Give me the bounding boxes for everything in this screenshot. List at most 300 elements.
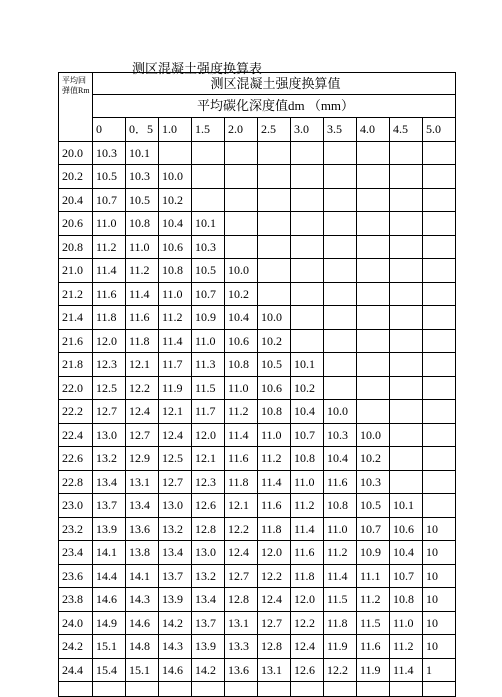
strength-value-cell: 11.2 xyxy=(258,447,291,471)
strength-value-cell: 11.2 xyxy=(357,588,390,612)
strength-value-cell: 12.3 xyxy=(192,470,225,494)
strength-value-cell: 11.2 xyxy=(291,494,324,518)
strength-value-cell: 10.8 xyxy=(390,588,423,612)
rebound-value-cell: 23.6 xyxy=(59,564,93,588)
rebound-value-cell: 24.4 xyxy=(59,658,93,682)
strength-value-cell: 12.7 xyxy=(126,423,159,447)
strength-value-cell: 12.4 xyxy=(126,400,159,424)
strength-value-cell: 10.8 xyxy=(159,259,192,283)
strength-value-cell: 14.2 xyxy=(159,611,192,635)
strength-value-cell: 10.1 xyxy=(291,353,324,377)
strength-value-cell xyxy=(258,141,291,165)
strength-value-cell: 10.9 xyxy=(192,306,225,330)
strength-value-cell xyxy=(390,259,423,283)
rebound-value-cell: 20.8 xyxy=(59,235,93,259)
strength-value-cell xyxy=(291,141,324,165)
strength-value-cell: 13.4 xyxy=(126,494,159,518)
strength-value-cell: 13.7 xyxy=(159,564,192,588)
strength-value-cell: 12.1 xyxy=(225,494,258,518)
strength-value-cell: 12.5 xyxy=(93,376,126,400)
strength-value-cell: 11.2 xyxy=(324,541,357,565)
table-row xyxy=(59,635,456,659)
strength-value-cell: 13.4 xyxy=(159,541,192,565)
empty-cell xyxy=(59,682,93,697)
strength-value-cell xyxy=(423,188,456,212)
strength-value-cell: 10.7 xyxy=(93,188,126,212)
strength-value-cell: 11.0 xyxy=(126,235,159,259)
empty-cell xyxy=(225,682,258,697)
rebound-value-cell: 21.2 xyxy=(59,282,93,306)
strength-value-cell xyxy=(291,282,324,306)
strength-value-cell: 10.6 xyxy=(390,517,423,541)
column-header-cell: 0．5 xyxy=(126,118,159,142)
strength-value-cell: 13.7 xyxy=(93,494,126,518)
strength-value-cell: 11.4 xyxy=(390,658,423,682)
rebound-value-cell: 22.6 xyxy=(59,447,93,471)
strength-value-cell: 15.1 xyxy=(126,658,159,682)
strength-value-cell xyxy=(357,376,390,400)
table-row xyxy=(59,682,456,697)
strength-value-cell: 10.2 xyxy=(159,188,192,212)
strength-value-cell: 12.9 xyxy=(126,447,159,471)
empty-cell xyxy=(357,682,390,697)
strength-value-cell: 11.4 xyxy=(225,423,258,447)
strength-value-cell: 15.1 xyxy=(93,635,126,659)
table-row xyxy=(59,282,456,306)
strength-value-cell: 12.2 xyxy=(258,564,291,588)
strength-value-cell xyxy=(159,141,192,165)
strength-value-cell xyxy=(258,235,291,259)
strength-value-cell: 10.3 xyxy=(93,141,126,165)
strength-value-cell xyxy=(423,447,456,471)
empty-cell xyxy=(93,682,126,697)
table-row xyxy=(59,259,456,283)
table-row xyxy=(59,235,456,259)
rebound-value-cell: 21.0 xyxy=(59,259,93,283)
strength-value-cell: 11.6 xyxy=(225,447,258,471)
rebound-value-cell: 24.2 xyxy=(59,635,93,659)
strength-value-cell xyxy=(423,329,456,353)
strength-value-cell xyxy=(291,165,324,189)
strength-value-cell: 10.6 xyxy=(159,235,192,259)
strength-value-cell xyxy=(225,141,258,165)
column-header-cell: 2.5 xyxy=(258,118,291,142)
strength-value-cell: 10.7 xyxy=(291,423,324,447)
strength-value-cell: 10.0 xyxy=(225,259,258,283)
strength-value-cell: 10.8 xyxy=(324,494,357,518)
strength-value-cell xyxy=(291,306,324,330)
strength-value-cell: 12.7 xyxy=(159,470,192,494)
strength-value-cell xyxy=(324,259,357,283)
strength-value-cell: 11.2 xyxy=(126,259,159,283)
strength-value-cell xyxy=(258,165,291,189)
strength-value-cell xyxy=(258,259,291,283)
strength-value-cell: 10.6 xyxy=(225,329,258,353)
strength-value-cell: 11.0 xyxy=(225,376,258,400)
strength-value-cell: 11.8 xyxy=(258,517,291,541)
strength-value-cell: 10 xyxy=(423,541,456,565)
strength-value-cell xyxy=(423,423,456,447)
rebound-value-cell: 23.4 xyxy=(59,541,93,565)
strength-value-cell: 10.0 xyxy=(159,165,192,189)
strength-value-cell: 10.1 xyxy=(390,494,423,518)
strength-value-cell: 11.2 xyxy=(159,306,192,330)
strength-value-cell: 10 xyxy=(423,564,456,588)
strength-value-cell: 11.6 xyxy=(126,306,159,330)
strength-value-cell xyxy=(324,282,357,306)
strength-value-cell: 10 xyxy=(423,635,456,659)
strength-value-cell xyxy=(390,306,423,330)
strength-value-cell: 10.8 xyxy=(291,447,324,471)
strength-value-cell xyxy=(357,306,390,330)
strength-value-cell xyxy=(390,470,423,494)
strength-value-cell: 12.4 xyxy=(258,588,291,612)
table-row xyxy=(59,564,456,588)
rebound-value-cell: 20.2 xyxy=(59,165,93,189)
strength-value-cell: 11.4 xyxy=(159,329,192,353)
strength-value-cell: 11.6 xyxy=(324,470,357,494)
table-row xyxy=(59,470,456,494)
strength-value-cell xyxy=(423,494,456,518)
strength-value-cell: 11.4 xyxy=(93,259,126,283)
strength-value-cell: 13.8 xyxy=(126,541,159,565)
strength-value-cell: 14.8 xyxy=(126,635,159,659)
strength-value-cell: 13.1 xyxy=(225,611,258,635)
column-header-cell: 1.0 xyxy=(159,118,192,142)
strength-value-cell: 10.1 xyxy=(126,141,159,165)
strength-value-cell: 10.7 xyxy=(192,282,225,306)
column-header-cell: 3.0 xyxy=(291,118,324,142)
empty-cell xyxy=(423,682,456,697)
table-row xyxy=(59,611,456,635)
strength-value-cell: 12.7 xyxy=(93,400,126,424)
table-row xyxy=(59,376,456,400)
strength-value-cell xyxy=(324,141,357,165)
column-header-cell: 5.0 xyxy=(423,118,456,142)
strength-value-cell xyxy=(357,282,390,306)
rebound-value-cell: 23.0 xyxy=(59,494,93,518)
strength-value-cell xyxy=(423,259,456,283)
strength-value-cell xyxy=(357,235,390,259)
strength-value-cell: 12.8 xyxy=(225,588,258,612)
strength-value-cell: 10.0 xyxy=(357,423,390,447)
strength-value-cell: 13.0 xyxy=(93,423,126,447)
strength-value-cell: 13.2 xyxy=(93,447,126,471)
strength-value-cell xyxy=(291,329,324,353)
strength-value-cell xyxy=(390,376,423,400)
rebound-value-cell: 20.0 xyxy=(59,141,93,165)
strength-value-cell: 12.2 xyxy=(324,658,357,682)
strength-value-cell xyxy=(357,141,390,165)
strength-value-cell xyxy=(258,282,291,306)
column-header-row xyxy=(59,118,456,142)
table-row xyxy=(59,188,456,212)
column-header-cell: 4.0 xyxy=(357,118,390,142)
strength-value-cell: 10.6 xyxy=(258,376,291,400)
column-header-cell: 0 xyxy=(93,118,126,142)
rebound-value-cell: 22.0 xyxy=(59,376,93,400)
rebound-value-cell: 20.6 xyxy=(59,212,93,236)
strength-value-cell: 12.0 xyxy=(192,423,225,447)
strength-value-cell: 10.5 xyxy=(126,188,159,212)
strength-value-cell: 10.7 xyxy=(357,517,390,541)
strength-value-cell: 10.7 xyxy=(390,564,423,588)
table-row xyxy=(59,400,456,424)
strength-value-cell: 13.9 xyxy=(159,588,192,612)
strength-value-cell xyxy=(324,376,357,400)
strength-value-cell xyxy=(390,188,423,212)
strength-value-cell xyxy=(258,212,291,236)
strength-value-cell: 11.7 xyxy=(192,400,225,424)
strength-value-cell: 10.5 xyxy=(93,165,126,189)
strength-value-cell: 11.0 xyxy=(192,329,225,353)
strength-value-cell xyxy=(423,376,456,400)
strength-value-cell: 11.5 xyxy=(192,376,225,400)
strength-value-cell: 11.4 xyxy=(324,564,357,588)
strength-value-cell: 10.2 xyxy=(258,329,291,353)
strength-value-cell: 10 xyxy=(423,588,456,612)
empty-cell xyxy=(258,682,291,697)
strength-value-cell: 10.4 xyxy=(159,212,192,236)
strength-value-cell xyxy=(423,470,456,494)
strength-value-cell: 1 xyxy=(423,658,456,682)
strength-value-cell xyxy=(357,188,390,212)
strength-value-cell xyxy=(225,212,258,236)
strength-value-cell xyxy=(324,188,357,212)
strength-value-cell: 10.3 xyxy=(357,470,390,494)
strength-value-cell: 10.8 xyxy=(126,212,159,236)
rebound-value-cell: 24.0 xyxy=(59,611,93,635)
strength-value-cell xyxy=(390,353,423,377)
strength-value-cell: 11.4 xyxy=(258,470,291,494)
strength-value-cell: 12.4 xyxy=(225,541,258,565)
strength-value-cell: 11.6 xyxy=(357,635,390,659)
strength-value-cell: 14.1 xyxy=(126,564,159,588)
strength-value-cell xyxy=(258,188,291,212)
strength-value-cell: 11.0 xyxy=(93,212,126,236)
strength-value-cell: 12.4 xyxy=(159,423,192,447)
header-row-2 xyxy=(59,95,456,118)
strength-value-cell: 12.8 xyxy=(258,635,291,659)
strength-value-cell: 10 xyxy=(423,611,456,635)
strength-value-cell: 11.4 xyxy=(291,517,324,541)
strength-value-cell: 10.4 xyxy=(324,447,357,471)
strength-value-cell: 11.1 xyxy=(357,564,390,588)
strength-value-cell: 12.7 xyxy=(258,611,291,635)
column-header-cell: 2.0 xyxy=(225,118,258,142)
strength-value-cell: 10.8 xyxy=(258,400,291,424)
strength-value-cell: 10.4 xyxy=(225,306,258,330)
strength-value-cell: 13.6 xyxy=(225,658,258,682)
strength-value-cell: 12.1 xyxy=(159,400,192,424)
strength-value-cell: 12.3 xyxy=(93,353,126,377)
strength-value-cell: 12.0 xyxy=(291,588,324,612)
strength-value-cell: 11.7 xyxy=(159,353,192,377)
strength-value-cell xyxy=(390,165,423,189)
strength-value-cell: 10.1 xyxy=(192,212,225,236)
strength-value-cell: 13.4 xyxy=(93,470,126,494)
strength-value-cell: 11.3 xyxy=(192,353,225,377)
strength-value-cell: 13.3 xyxy=(225,635,258,659)
table-body xyxy=(59,73,456,697)
strength-value-cell: 11.6 xyxy=(93,282,126,306)
strength-value-cell xyxy=(192,188,225,212)
empty-cell xyxy=(291,682,324,697)
strength-value-cell xyxy=(324,165,357,189)
table-row xyxy=(59,212,456,236)
carbonation-depth-header: 平均碳化深度值dm （mm） xyxy=(93,95,456,118)
rebound-value-cell: 23.8 xyxy=(59,588,93,612)
strength-value-cell xyxy=(324,212,357,236)
strength-value-cell: 13.2 xyxy=(192,564,225,588)
strength-value-cell: 13.6 xyxy=(126,517,159,541)
empty-cell xyxy=(126,682,159,697)
strength-value-cell: 11.5 xyxy=(324,588,357,612)
strength-value-cell xyxy=(390,235,423,259)
strength-value-cell: 13.1 xyxy=(126,470,159,494)
rebound-value-cell: 21.8 xyxy=(59,353,93,377)
strength-value-cell: 10.5 xyxy=(258,353,291,377)
strength-value-cell: 11.8 xyxy=(93,306,126,330)
document-title: 测区混凝土强度换算表 xyxy=(132,61,263,76)
column-header-cell: 4.5 xyxy=(390,118,423,142)
strength-value-cell: 10.3 xyxy=(126,165,159,189)
strength-value-cell: 14.3 xyxy=(159,635,192,659)
strength-value-cell: 10.2 xyxy=(291,376,324,400)
table-row xyxy=(59,447,456,471)
strength-value-cell: 11.2 xyxy=(390,635,423,659)
strength-value-cell xyxy=(324,353,357,377)
strength-value-cell: 11.2 xyxy=(93,235,126,259)
strength-value-cell: 11.6 xyxy=(258,494,291,518)
strength-value-cell: 14.4 xyxy=(93,564,126,588)
rebound-value-cell: 20.4 xyxy=(59,188,93,212)
strength-value-cell xyxy=(390,400,423,424)
strength-value-cell: 14.3 xyxy=(126,588,159,612)
table-row xyxy=(59,494,456,518)
strength-value-cell: 11.9 xyxy=(159,376,192,400)
strength-value-cell xyxy=(225,188,258,212)
strength-value-cell: 12.4 xyxy=(291,635,324,659)
strength-value-cell: 10.8 xyxy=(225,353,258,377)
strength-conversion-table xyxy=(58,72,456,697)
strength-value-cell xyxy=(390,141,423,165)
empty-cell xyxy=(159,682,192,697)
strength-value-cell xyxy=(291,188,324,212)
strength-value-cell: 11.0 xyxy=(258,423,291,447)
header-row-1 xyxy=(59,73,456,95)
strength-value-cell: 14.1 xyxy=(93,541,126,565)
strength-value-cell: 11.8 xyxy=(291,564,324,588)
strength-value-cell: 12.8 xyxy=(192,517,225,541)
strength-value-cell: 10.4 xyxy=(291,400,324,424)
strength-value-cell xyxy=(225,165,258,189)
rebound-value-cell: 23.2 xyxy=(59,517,93,541)
strength-value-cell: 11.8 xyxy=(225,470,258,494)
strength-value-cell xyxy=(357,165,390,189)
strength-value-cell: 10 xyxy=(423,517,456,541)
strength-value-cell: 11.0 xyxy=(390,611,423,635)
strength-value-cell xyxy=(192,165,225,189)
strength-value-cell: 11.5 xyxy=(357,611,390,635)
table-row xyxy=(59,423,456,447)
strength-value-cell xyxy=(390,212,423,236)
strength-value-cell: 11.4 xyxy=(126,282,159,306)
strength-value-cell xyxy=(291,259,324,283)
strength-value-cell: 10.0 xyxy=(258,306,291,330)
rebound-value-cell: 22.8 xyxy=(59,470,93,494)
strength-value-cell: 12.0 xyxy=(93,329,126,353)
strength-value-cell xyxy=(324,306,357,330)
strength-value-cell xyxy=(357,212,390,236)
strength-value-cell: 10.2 xyxy=(225,282,258,306)
strength-value-cell xyxy=(390,282,423,306)
strength-value-cell: 12.1 xyxy=(192,447,225,471)
strength-value-cell xyxy=(423,353,456,377)
strength-value-cell xyxy=(357,353,390,377)
strength-value-cell: 13.1 xyxy=(258,658,291,682)
strength-value-cell xyxy=(357,259,390,283)
table-row xyxy=(59,658,456,682)
strength-value-cell xyxy=(357,329,390,353)
table-row xyxy=(59,588,456,612)
strength-value-cell: 14.2 xyxy=(192,658,225,682)
strength-value-cell: 11.0 xyxy=(291,470,324,494)
strength-value-cell: 14.9 xyxy=(93,611,126,635)
strength-value-cell: 12.0 xyxy=(258,541,291,565)
table-row xyxy=(59,517,456,541)
empty-cell xyxy=(192,682,225,697)
table-row xyxy=(59,541,456,565)
column-header-cell: 3.5 xyxy=(324,118,357,142)
strength-value-cell xyxy=(390,423,423,447)
strength-value-cell: 11.0 xyxy=(324,517,357,541)
rebound-value-cell: 21.6 xyxy=(59,329,93,353)
strength-value-cell: 13.2 xyxy=(159,517,192,541)
strength-value-cell xyxy=(423,282,456,306)
strength-value-cell: 10.2 xyxy=(357,447,390,471)
strength-value-cell xyxy=(423,306,456,330)
strength-value-cell: 13.0 xyxy=(192,541,225,565)
strength-value-cell: 14.6 xyxy=(159,658,192,682)
strength-value-cell xyxy=(423,212,456,236)
strength-value-cell: 11.8 xyxy=(126,329,159,353)
strength-value-cell: 10.5 xyxy=(357,494,390,518)
strength-value-cell: 13.4 xyxy=(192,588,225,612)
empty-cell xyxy=(390,682,423,697)
strength-value-cell: 13.9 xyxy=(192,635,225,659)
strength-value-cell: 12.2 xyxy=(225,517,258,541)
strength-value-cell: 11.0 xyxy=(159,282,192,306)
empty-cell xyxy=(324,682,357,697)
strength-value-cell xyxy=(192,141,225,165)
strength-value-cell xyxy=(423,165,456,189)
strength-value-cell: 14.6 xyxy=(93,588,126,612)
strength-value-cell: 15.4 xyxy=(93,658,126,682)
strength-value-cell: 13.7 xyxy=(192,611,225,635)
strength-value-cell: 11.6 xyxy=(291,541,324,565)
strength-value-cell: 11.8 xyxy=(324,611,357,635)
strength-value-cell: 10.3 xyxy=(324,423,357,447)
rebound-value-cell: 22.4 xyxy=(59,423,93,447)
strength-value-cell: 11.9 xyxy=(324,635,357,659)
strength-value-cell: 12.6 xyxy=(291,658,324,682)
strength-value-cell xyxy=(423,400,456,424)
strength-value-cell xyxy=(390,447,423,471)
table-row xyxy=(59,141,456,165)
strength-value-cell xyxy=(291,235,324,259)
strength-value-cell xyxy=(423,141,456,165)
